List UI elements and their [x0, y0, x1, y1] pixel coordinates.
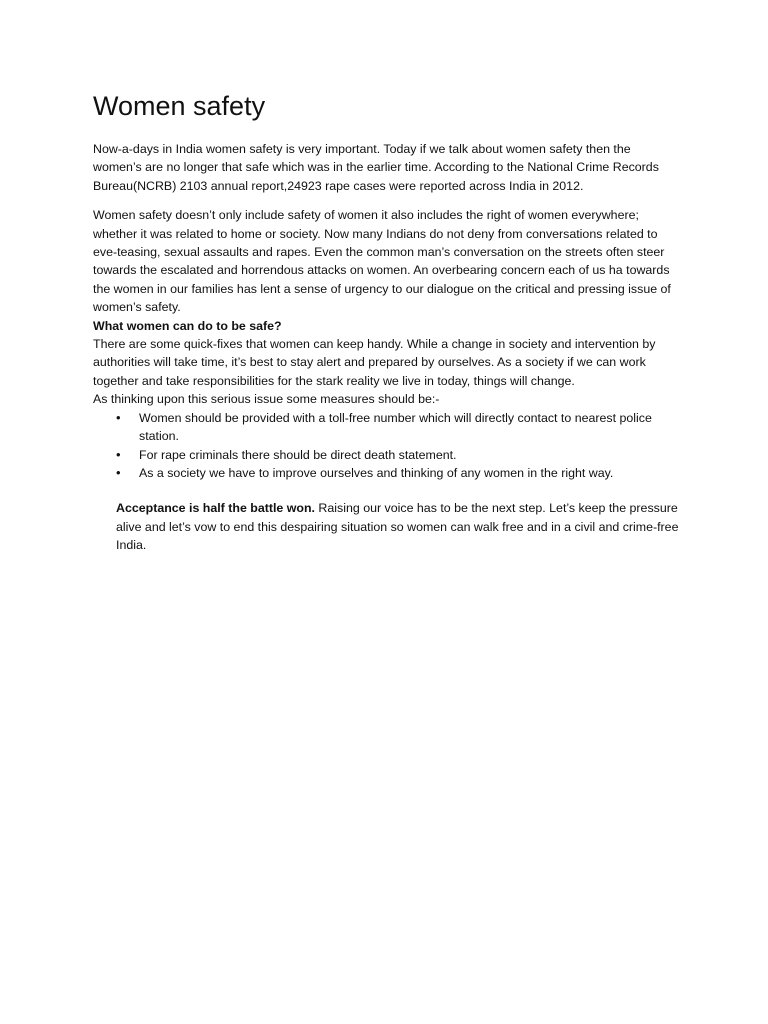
list-item	[116, 409, 681, 446]
measures-intro: As thinking upon this serious issue some measures should be:-	[93, 392, 440, 407]
paragraph-intro: Now-a-days in India women safety is very important. Today if we talk about women safety then the women’s are no longer that safe which was in the earlier time. According to the National Crime Records Bureau(NCRB) 2103 annual report,24923 rape cases were reported across India in 2012.	[93, 142, 659, 193]
list-item-text: As a society we have to improve ourselves and thinking of any women in the right way.	[139, 465, 614, 480]
list-item-text: For rape criminals there should be direct death statement.	[139, 447, 457, 462]
subheading-what-women-can-do: What women can do to be safe?	[93, 318, 282, 333]
bullet-icon: •	[116, 409, 121, 425]
bullet-icon: •	[116, 464, 121, 480]
closing-text: Raising our voice has to be the next step. Let’s keep the pressure alive and let’s vow to end this despairing situation so women can walk free and in a civil and crime-free India.	[116, 501, 679, 553]
measures-list	[93, 409, 681, 483]
document-title: Women safety	[93, 91, 266, 121]
paragraph-quick-fixes: There are some quick-fixes that women can keep handy. While a change in society and intervention by authorities will take time, it’s best to stay alert and prepared by ourselves. As a society if we can work together and take responsibilities for the stark reality we live in today, things will change.	[93, 337, 656, 388]
list-item	[116, 464, 681, 482]
list-item-text: Women should be provided with a toll-free number which will directly contact to nearest police station.	[139, 410, 652, 444]
closing-bold-phrase: Acceptance is half the battle won.	[116, 501, 315, 516]
document-body	[93, 88, 681, 555]
list-item	[116, 446, 681, 464]
paragraph-rights: Women safety doesn’t only include safety of women it also includes the right of women everywhere; whether it was related to home or society. Now many Indians do not deny from conversations related to eve-teasing, sexual assaults and rapes. Even the common man’s conversation on the streets often steer towards the escalated and horrendous attacks on women. An overbearing concern each of us ha towards the women in our families has lent a sense of urgency to our dialogue on the critical and pressing issue of women’s safety.	[93, 208, 671, 315]
paragraph-closing	[93, 499, 681, 554]
bullet-icon: •	[116, 446, 121, 462]
